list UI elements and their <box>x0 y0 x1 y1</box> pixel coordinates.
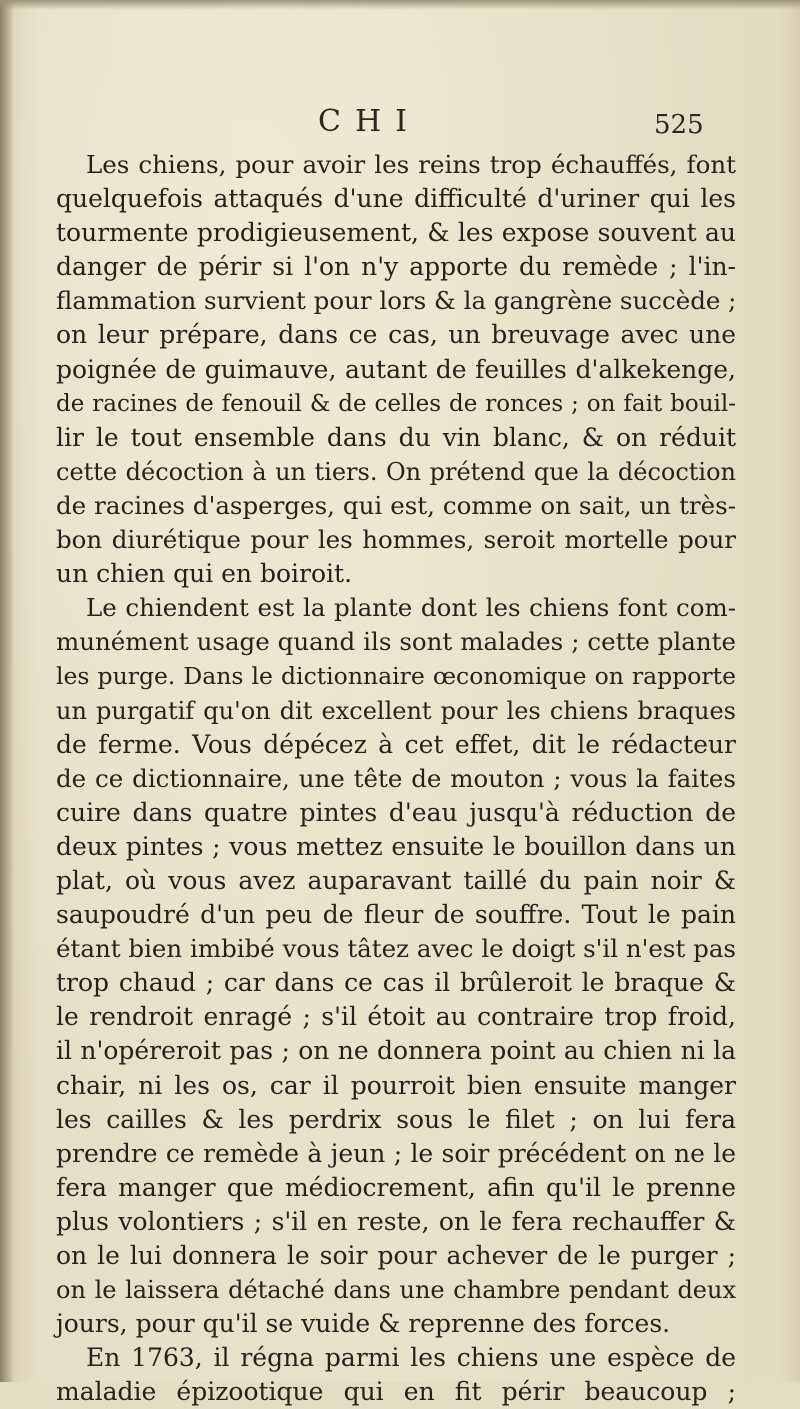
text-line: le rendroit enragé ; s'il étoit au contraire trop froid, <box>56 1002 736 1032</box>
text-line: munément usage quand ils sont malades ; cette plante <box>56 627 736 657</box>
text-line: maladie épizootique qui en fit périr beaucoup ; <box>56 1377 736 1407</box>
text-line: on leur prépare, dans ce cas, un breuvage avec une <box>56 320 736 350</box>
text-line: saupoudré d'un peu de fleur de souffre. Tout le pain <box>56 900 736 930</box>
text-line: danger de périr si l'on n'y apporte du remède ; l'in- <box>56 252 736 282</box>
text-line: plat, où vous avez auparavant taillé du pain noir & <box>56 865 736 895</box>
text-line: prendre ce remède à jeun ; le soir précédent on ne le <box>56 1138 736 1168</box>
body-text <box>56 148 736 1409</box>
text-line: étant bien imbibé vous tâtez avec le doigt s'il n'est pas <box>56 934 736 964</box>
text-line: de racines d'asperges, qui est, comme on sait, un très- <box>56 490 736 520</box>
page-gutter-shadow <box>0 0 14 1382</box>
text-line: un purgatif qu'on dit excellent pour les chiens braques <box>56 696 736 725</box>
text-line: cette décoction à un tiers. On prétend que la décoction <box>56 457 736 486</box>
text-line: deux pintes ; vous mettez ensuite le bouillon dans un <box>56 831 736 861</box>
text-line: poignée de guimauve, autant de feuilles d'alkekenge, <box>56 354 736 384</box>
text-line: un chien qui en boiroit. <box>56 559 353 589</box>
page-number: 525 <box>654 110 704 140</box>
text-line: les cailles & les perdrix sous le filet ; on lui fera <box>56 1104 736 1134</box>
text-line: Les chiens, pour avoir les reins trop échauffés, font <box>86 150 736 179</box>
text-line: de racines de fenouil & de celles de ronces ; on fait bouil- <box>56 390 736 417</box>
text-line: bon diurétique pour les hommes, seroit mortelle pour <box>56 525 736 555</box>
text-line: jours, pour qu'il se vuide & reprenne des forces. <box>56 1309 671 1339</box>
page-header <box>0 104 800 148</box>
text-line: tourmente prodigieusement, & les expose souvent au <box>56 218 736 248</box>
text-line: fera manger que médiocrement, afin qu'il le prenne <box>56 1172 736 1202</box>
text-line: de ferme. Vous dépécez à cet effet, dit le rédacteur <box>56 729 736 759</box>
text-line: on le laissera détaché dans une chambre pendant deux <box>56 1276 736 1305</box>
text-line: trop chaud ; car dans ce cas il brûleroit le braque & <box>56 968 736 998</box>
text-line: plus volontiers ; s'il en reste, on le fera rechauffer & <box>56 1206 736 1236</box>
text-line: de ce dictionnaire, une tête de mouton ; vous la faites <box>56 763 736 793</box>
text-line: flammation survient pour lors & la gangrène succède ; <box>56 286 737 316</box>
text-line: chair, ni les os, car il pourroit bien ensuite manger <box>56 1070 736 1100</box>
text-line: les purge. Dans le dictionnaire œconomique on rapporte <box>56 662 736 691</box>
page-top-shadow <box>0 0 800 10</box>
text-line: En 1763, il régna parmi les chiens une espèce de <box>86 1343 736 1373</box>
text-line: on le lui donnera le soir pour achever de le purger ; <box>56 1241 736 1270</box>
text-line: lir le tout ensemble dans du vin blanc, & on réduit <box>56 422 736 452</box>
text-line: Le chiendent est la plante dont les chiens font com- <box>86 593 736 623</box>
text-line: il n'opéreroit pas ; on ne donnera point au chien ni la <box>56 1036 736 1066</box>
text-line: quelquefois attaqués d'une difficulté d'uriner qui les <box>56 184 736 214</box>
running-title: CHI <box>318 104 421 139</box>
text-line: cuire dans quatre pintes d'eau jusqu'à réduction de <box>56 797 736 827</box>
